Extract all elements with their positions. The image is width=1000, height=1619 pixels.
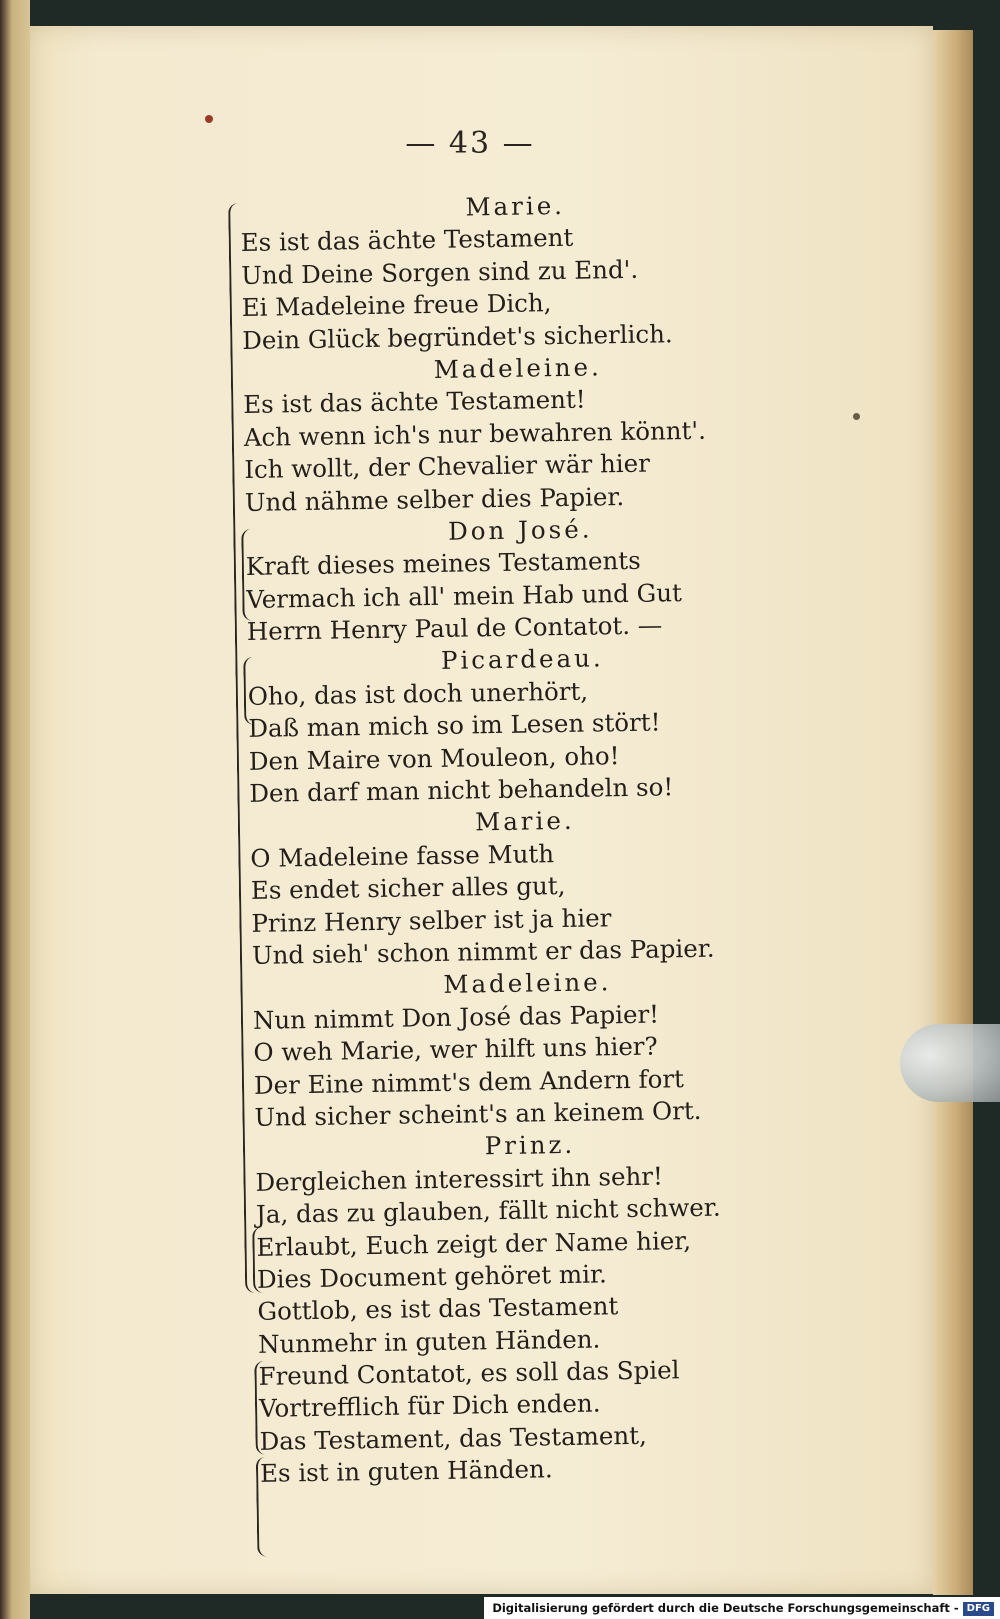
verse-line: Herrn Henry Paul de Contatot. — (246, 610, 663, 647)
verse-line: Dergleichen interessirt ihn sehr! (255, 1161, 664, 1197)
speaker-name: Madeleine. (443, 967, 612, 1000)
verse-line: Es ist das ächte Testament (240, 223, 574, 258)
verse-line: Und sicher scheint's an keinem Ort. (254, 1095, 702, 1132)
dfg-logo: DFG (963, 1602, 994, 1616)
verse-line: Oho, das ist doch unerhört, (247, 676, 589, 711)
verse-line: Dein Glück begründet's sicherlich. (242, 318, 673, 355)
verse-line: Es ist in guten Händen. (259, 1454, 553, 1489)
verse-line: Ach wenn ich's nur bewahren könnt'. (243, 415, 707, 452)
verse-line: Es endet sicher alles gut, (250, 871, 566, 906)
verse-line: O Madeleine fasse Muth (250, 838, 555, 873)
verse-line: Ei Madeleine freue Dich, (241, 288, 552, 323)
ensemble-brace (252, 1227, 265, 1293)
verse-line: Ja, das zu glauben, fällt nicht schwer. (255, 1192, 721, 1229)
book-gutter (0, 0, 30, 1619)
verse-line: Dies Document gehöret mir. (256, 1259, 608, 1294)
verse-line: Vortrefflich für Dich enden. (258, 1388, 601, 1424)
verse-line: Und nähme selber dies Papier. (244, 481, 625, 517)
verse-line: Und sieh' schon nimmt er das Papier. (251, 933, 715, 970)
speaker-name: Don José. (447, 514, 593, 546)
verse-line: Prinz Henry selber ist ja hier (251, 902, 612, 938)
speaker-name: Prinz. (484, 1130, 576, 1161)
verse-line: Nun nimmt Don José das Papier! (252, 999, 660, 1035)
verse-line: Gottlob, es ist das Testament (257, 1291, 619, 1327)
ensemble-brace (254, 1361, 267, 1455)
page-number: — 43 — (405, 126, 535, 161)
speaker-name: Picardeau. (440, 643, 604, 676)
speaker-name: Marie. (474, 806, 575, 837)
digitization-credit (484, 1597, 1000, 1619)
speaker-name: Madeleine. (433, 352, 603, 384)
speaker-name: Marie. (465, 190, 566, 222)
verse-line: Und Deine Sorgen sind zu End'. (241, 254, 639, 290)
page-clip (900, 1024, 1000, 1102)
verse-line: Nunmehr in guten Händen. (257, 1324, 601, 1359)
verse-line: Es ist das ächte Testament! (243, 384, 586, 420)
ensemble-brace (243, 657, 256, 725)
verse-line: Daß man mich so im Lesen stört! (248, 707, 661, 744)
page-edge (933, 30, 973, 1595)
verse-line: Erlaubt, Euch zeigt der Name hier, (256, 1225, 692, 1262)
verse-line: Freund Contatot, es soll das Spiel (258, 1355, 680, 1391)
ensemble-brace (256, 1457, 270, 1557)
verse-line: Den darf man nicht behandeln so! (249, 772, 674, 808)
verse-line: Kraft dieses meines Testaments (245, 546, 641, 582)
verse-text (240, 186, 820, 1490)
verse-line: Der Eine nimmt's dem Andern fort (253, 1063, 685, 1100)
verse-line: O weh Marie, wer hilft uns hier? (253, 1031, 658, 1068)
verse-line: Vermach ich all' mein Hab und Gut (246, 577, 683, 614)
credit-text: Digitalisierung gefördert durch die Deutsche Forschungsgemeinschaft - (492, 1601, 959, 1615)
ink-spot (853, 413, 860, 420)
verse-line: Ich wollt, der Chevalier wär hier (244, 448, 651, 485)
verse-line: Den Maire von Mouleon, oho! (248, 740, 620, 776)
ink-spot (205, 115, 213, 123)
ensemble-brace (241, 529, 254, 621)
verse-line: Das Testament, das Testament, (259, 1420, 648, 1456)
